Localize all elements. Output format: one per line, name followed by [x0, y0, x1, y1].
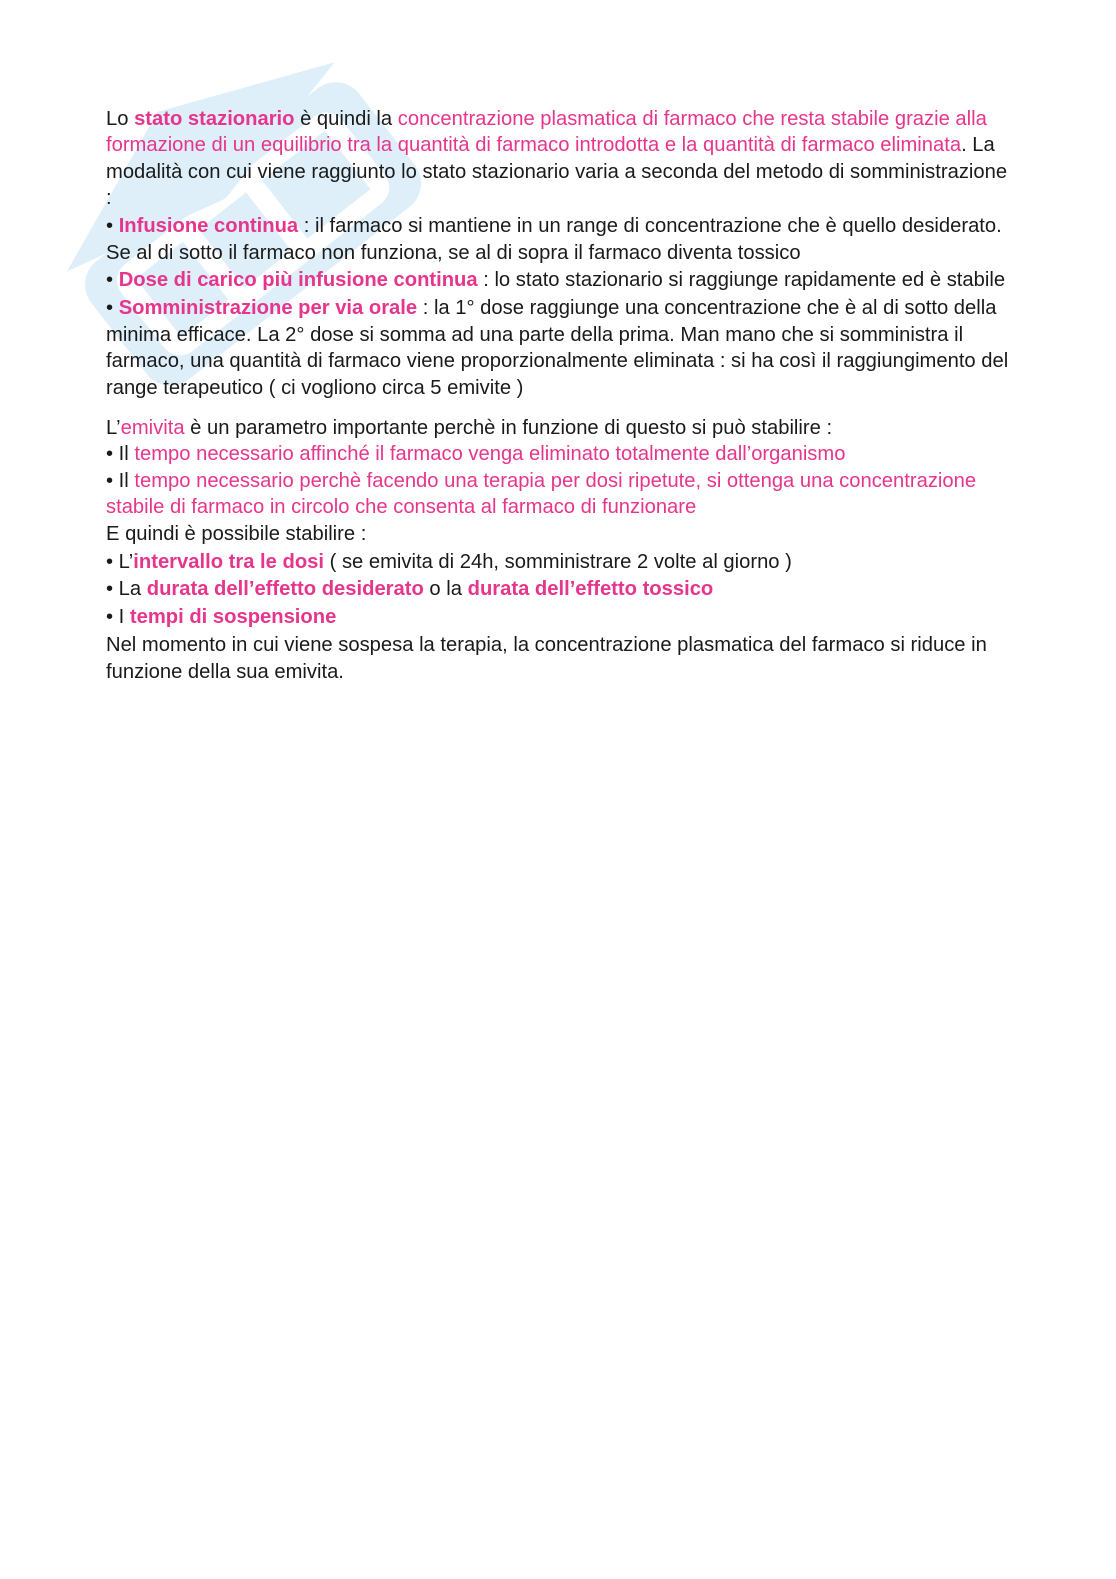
method-term: Infusione continua: [118, 215, 299, 238]
method-item-dose-carico: • Dose di carico più infusione continua : lo stato stazionario si raggiunge rapidamente ed è stabile: [106, 269, 1006, 292]
emivita-paragraph: L’emivita è un parametro importante perchè in funzione di questo si può stabilire :: [106, 416, 833, 439]
closing-paragraph: Nel momento in cui viene sospesa la terapia, la concentrazione plasmatica del farmaco si riduce in funzione della sua emivita.: [106, 634, 987, 683]
definition-highlight: concentrazione plasmatica di farmaco che resta stabile grazie alla formazione di un equilibrio tra la quantità di farmaco introdotta e la quantità di farmaco eliminata: [106, 108, 987, 157]
emivita-point: • Il tempo necessario affinché il farmaco venga eliminato totalmente dall’organismo: [106, 443, 846, 466]
stato-stazionario-term: stato stazionario: [134, 108, 295, 130]
stabilire-item-sospensione: • I tempi di sospensione: [106, 606, 337, 629]
method-item-via-orale: • Somministrazione per via orale : la 1° dose raggiunge una concentrazione che è al di sotto della minima efficace. La 2° dose si somma ad una parte della prima. Man mano che si somministra il farmaco, una quantità di farmaco viene proporzionalmente eliminata : si ha così il raggiungimento del range terapeutico ( ci vogliono circa 5 emivite ): [106, 297, 1009, 399]
stabilire-item-durata: • La durata dell’effetto desiderato o la durata dell’effetto tossico: [106, 578, 714, 601]
stabilire-intro: E quindi è possibile stabilire :: [106, 522, 367, 545]
stabilire-item-intervallo: • L’intervallo tra le dosi ( se emivita di 24h, somministrare 2 volte al giorno ): [106, 550, 792, 573]
document-body: [106, 106, 1016, 685]
method-term: Dose di carico più infusione continua: [118, 269, 478, 292]
method-term: Somministrazione per via orale: [118, 297, 418, 320]
emivita-point: • Il tempo necessario perchè facendo una terapia per dosi ripetute, si ottenga una concentrazione stabile di farmaco in circolo che consenta al farmaco di funzionare: [106, 469, 977, 519]
emivita-term: emivita: [120, 416, 185, 439]
method-item-infusione: • Infusione continua : il farmaco si mantiene in un range di concentrazione che è quello desiderato. Se al di sotto il farmaco non funziona, se al di sopra il farmaco diventa tossico: [106, 215, 1002, 264]
intro-paragraph: Lo stato stazionario è quindi la concentrazione plasmatica di farmaco che resta stabile grazie alla formazione di un equilibrio tra la quantità di farmaco introdotta e la quantità di farmaco eliminata. La modalità con cui viene raggiunto lo stato stazionario varia a seconda del metodo di somministrazione :: [106, 108, 1008, 210]
